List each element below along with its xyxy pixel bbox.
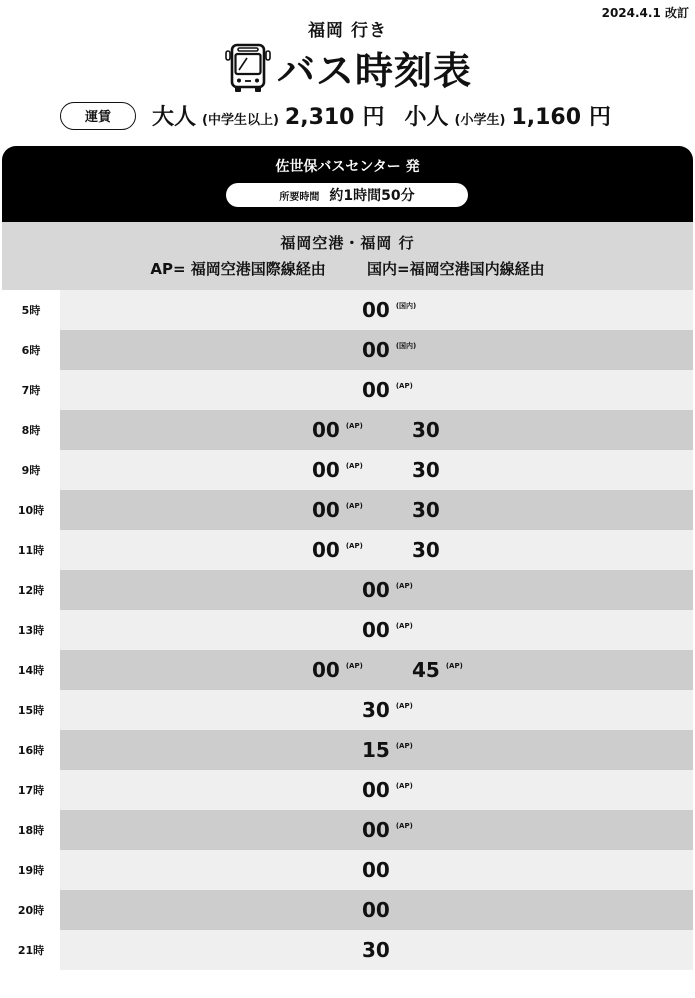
route-note: (AP): [395, 382, 413, 390]
departure-entry: [362, 850, 390, 890]
legend-ap: AP= 福岡空港国際線経由: [150, 260, 326, 278]
departure-minute: 30: [362, 938, 390, 962]
departure-entry: [362, 610, 413, 650]
departure-minute: 00: [312, 498, 340, 522]
child-sub-label: (小学生): [454, 113, 506, 128]
departure-entry: [412, 490, 440, 530]
page-title: バス時刻表: [276, 49, 472, 93]
route-note: (AP): [395, 822, 413, 830]
hour-cell: 5時: [2, 290, 60, 330]
timetable: [2, 290, 693, 970]
departure-entry: [362, 810, 413, 850]
title-row: [0, 40, 695, 95]
hour-cell: 10時: [2, 490, 60, 530]
adult-fare: 2,310: [284, 105, 355, 130]
departure-minute: 00: [362, 378, 390, 402]
departure-entry: [412, 450, 440, 490]
route-note: (AP): [345, 462, 363, 470]
adult-sub-label: (中学生以上): [202, 113, 279, 128]
route-note: (AP): [345, 422, 363, 430]
departure-header: [2, 146, 693, 222]
departure-minute: 00: [312, 458, 340, 482]
departure-entry: [362, 770, 413, 810]
hour-cell: 17時: [2, 770, 60, 810]
hour-cell: 15時: [2, 690, 60, 730]
departure-minute: 00: [362, 298, 390, 322]
departure-minute: 30: [412, 418, 440, 442]
departure-entry: [312, 530, 363, 570]
route-note: (AP): [395, 702, 413, 710]
route-destination: 福岡空港・福岡 行: [280, 234, 415, 252]
fare-badge: 運賃: [60, 102, 136, 130]
adult-fare-unit: 円: [362, 105, 385, 130]
departure-entry: [412, 530, 440, 570]
route-note: (AP): [395, 582, 413, 590]
departure-entry: [412, 410, 440, 450]
table-row: [2, 810, 693, 850]
table-row: [2, 770, 693, 810]
table-row: [2, 690, 693, 730]
route-note: (国内): [395, 342, 417, 350]
departure-entry: [362, 930, 390, 970]
departure-minute: 00: [312, 538, 340, 562]
hour-cell: 19時: [2, 850, 60, 890]
origin-stop: 佐世保バスセンター 発: [275, 159, 420, 175]
table-row: [2, 570, 693, 610]
departure-minute: 00: [362, 618, 390, 642]
route-note: (AP): [395, 622, 413, 630]
route-header: [2, 222, 693, 290]
departure-entry: [362, 730, 413, 770]
table-row: [2, 410, 693, 450]
departure-minute: 15: [362, 738, 390, 762]
route-note: (AP): [345, 502, 363, 510]
hour-cell: 8時: [2, 410, 60, 450]
departure-minute: 45: [412, 658, 440, 682]
departure-minute: 00: [362, 898, 390, 922]
hour-cell: 18時: [2, 810, 60, 850]
child-fare-unit: 円: [589, 105, 612, 130]
departure-minute: 00: [362, 578, 390, 602]
departure-entry: [362, 690, 413, 730]
table-row: [2, 610, 693, 650]
departure-entry: [362, 290, 416, 330]
table-row: [2, 450, 693, 490]
departure-minute: 00: [312, 418, 340, 442]
legend-domestic: 国内=福岡空港国内線経由: [367, 260, 545, 278]
table-row: [2, 730, 693, 770]
hour-cell: 12時: [2, 570, 60, 610]
hour-cell: 13時: [2, 610, 60, 650]
departure-entry: [362, 570, 413, 610]
child-fare: 1,160: [511, 105, 582, 130]
table-row: [2, 490, 693, 530]
adult-label: 大人: [152, 105, 197, 130]
departure-minute: 00: [312, 658, 340, 682]
duration-label: 所要時間: [279, 191, 320, 203]
departure-entry: [362, 330, 416, 370]
route-legend: [2, 258, 693, 279]
departure-entry: [312, 450, 363, 490]
table-row: [2, 930, 693, 970]
hour-cell: 9時: [2, 450, 60, 490]
destination-heading: 福岡 行き: [308, 21, 387, 41]
route-note: (AP): [395, 782, 413, 790]
departure-minute: 00: [362, 818, 390, 842]
hour-cell: 7時: [2, 370, 60, 410]
departure-minute: 30: [412, 538, 440, 562]
departure-minute: 00: [362, 858, 390, 882]
departure-minute: 30: [412, 458, 440, 482]
duration-pill: [226, 183, 468, 207]
departure-entry: [312, 650, 363, 690]
departure-minute: 00: [362, 778, 390, 802]
bus-icon: [223, 42, 273, 94]
departure-minute: 30: [362, 698, 390, 722]
revision-date: 2024.4.1 改訂: [601, 6, 689, 20]
route-note: (AP): [345, 542, 363, 550]
departure-entry: [362, 370, 413, 410]
departure-entry: [362, 890, 390, 930]
table-row: [2, 530, 693, 570]
departure-entry: [412, 650, 463, 690]
route-note: (AP): [445, 662, 463, 670]
route-note: (国内): [395, 302, 417, 310]
child-label: 小人: [404, 105, 449, 130]
hour-cell: 21時: [2, 930, 60, 970]
table-row: [2, 290, 693, 330]
departure-minute: 30: [412, 498, 440, 522]
hour-cell: 14時: [2, 650, 60, 690]
hour-cell: 11時: [2, 530, 60, 570]
table-row: [2, 850, 693, 890]
departure-entry: [312, 490, 363, 530]
table-row: [2, 890, 693, 930]
departure-entry: [312, 410, 363, 450]
hour-cell: 16時: [2, 730, 60, 770]
hour-cell: 6時: [2, 330, 60, 370]
fare-row: [60, 100, 631, 133]
route-note: (AP): [345, 662, 363, 670]
duration-value: 約1時間50分: [329, 188, 415, 204]
route-note: (AP): [395, 742, 413, 750]
hour-cell: 20時: [2, 890, 60, 930]
table-row: [2, 330, 693, 370]
table-row: [2, 650, 693, 690]
departure-minute: 00: [362, 338, 390, 362]
table-row: [2, 370, 693, 410]
